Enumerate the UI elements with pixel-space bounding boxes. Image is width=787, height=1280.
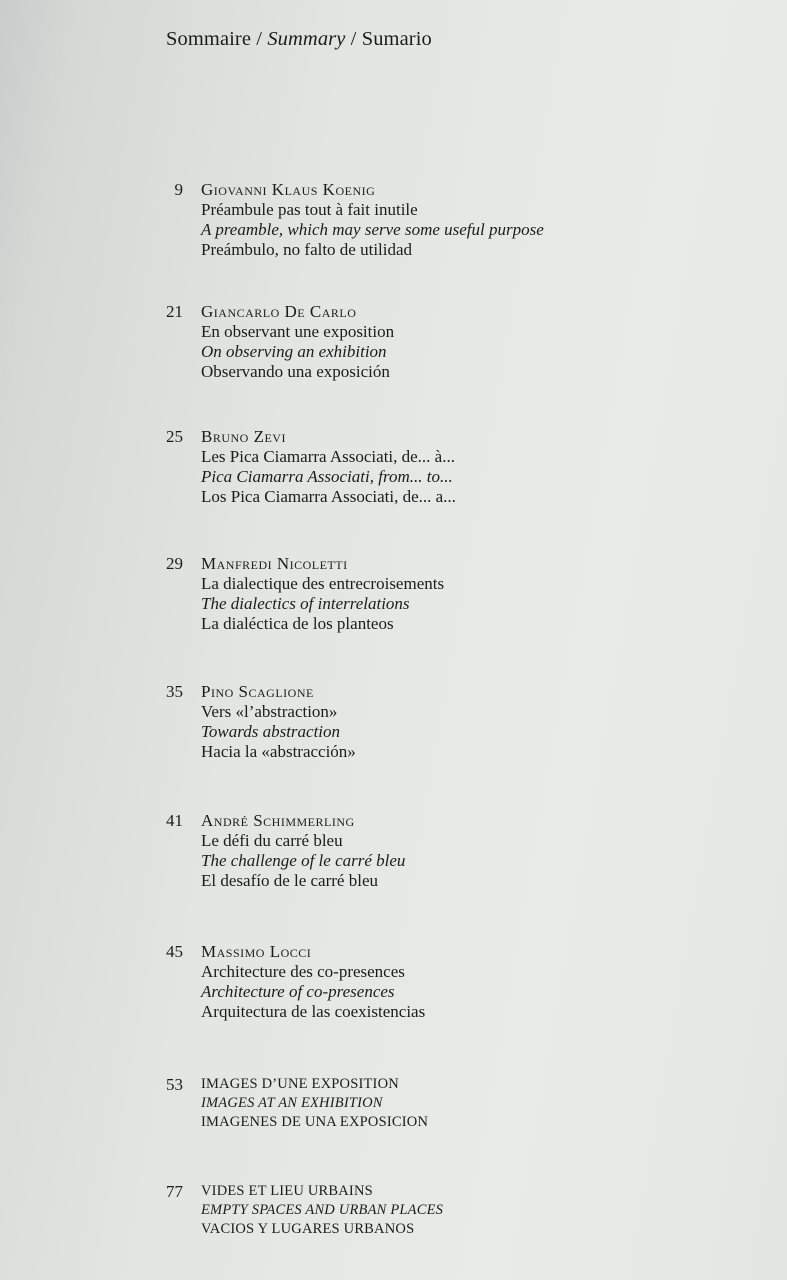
title-fr: En observant une exposition xyxy=(201,322,395,341)
title-fr: Les Pica Ciamarra Associati, de... à... xyxy=(201,447,455,466)
title-en: The challenge of le carré bleu xyxy=(201,851,406,870)
author-name: André Schimmerling xyxy=(201,811,355,830)
page-number: 45 xyxy=(166,942,183,961)
section-title-en: IMAGES AT AN EXHIBITION xyxy=(201,1095,383,1111)
author-name: Giovanni Klaus Koenig xyxy=(201,180,376,199)
title-french: Sommaire / xyxy=(166,28,268,50)
author-name: Bruno Zevi xyxy=(201,427,286,446)
page-title xyxy=(166,28,432,51)
title-en: A preamble, which may serve some useful purpose xyxy=(201,220,544,239)
title-en: Towards abstraction xyxy=(201,722,341,741)
page-number: 41 xyxy=(166,811,183,830)
title-fr: Le défi du carré bleu xyxy=(201,831,343,850)
author-name: Massimo Locci xyxy=(201,942,312,961)
author-name: Manfredi Nicoletti xyxy=(201,554,348,573)
section-title-es: VACIOS Y LUGARES URBANOS xyxy=(201,1221,415,1237)
title-en: The dialectics of interrelations xyxy=(201,594,410,613)
author-name: Pino Scaglione xyxy=(201,682,314,701)
page-number: 35 xyxy=(166,682,183,701)
section-title-en: EMPTY SPACES AND URBAN PLACES xyxy=(201,1202,444,1218)
title-fr: La dialectique des entrecroisements xyxy=(201,574,445,593)
title-es: La dialéctica de los planteos xyxy=(201,614,394,633)
title-en: Architecture of co-presences xyxy=(201,982,395,1001)
title-spanish: / Sumario xyxy=(345,28,432,50)
page-number: 21 xyxy=(166,302,183,321)
page-number: 77 xyxy=(166,1182,183,1201)
title-es: Preámbulo, no falto de utilidad xyxy=(201,240,413,259)
title-es: Hacia la «abstracción» xyxy=(201,742,356,761)
title-en: Pica Ciamarra Associati, from... to... xyxy=(201,467,453,486)
page-number: 25 xyxy=(166,427,183,446)
page-number: 9 xyxy=(174,180,183,199)
title-es: El desafío de le carré bleu xyxy=(201,871,378,890)
section-title-fr: VIDES ET LIEU URBAINS xyxy=(201,1183,373,1199)
title-english: Summary xyxy=(267,28,346,50)
page-number: 53 xyxy=(166,1075,183,1094)
title-es: Los Pica Ciamarra Associati, de... a... xyxy=(201,487,456,506)
title-es: Arquitectura de las coexistencias xyxy=(201,1002,426,1021)
title-fr: Vers «l’abstraction» xyxy=(201,702,338,721)
section-title-fr: IMAGES D’UNE EXPOSITION xyxy=(201,1076,399,1092)
title-en: On observing an exhibition xyxy=(201,342,387,361)
title-es: Observando una exposición xyxy=(201,362,390,381)
title-fr: Architecture des co-presences xyxy=(201,962,405,981)
title-fr: Préambule pas tout à fait inutile xyxy=(201,200,418,219)
page-number: 29 xyxy=(166,554,183,573)
author-name: Giancarlo De Carlo xyxy=(201,302,357,321)
section-title-es: IMAGENES DE UNA EXPOSICION xyxy=(201,1114,429,1130)
